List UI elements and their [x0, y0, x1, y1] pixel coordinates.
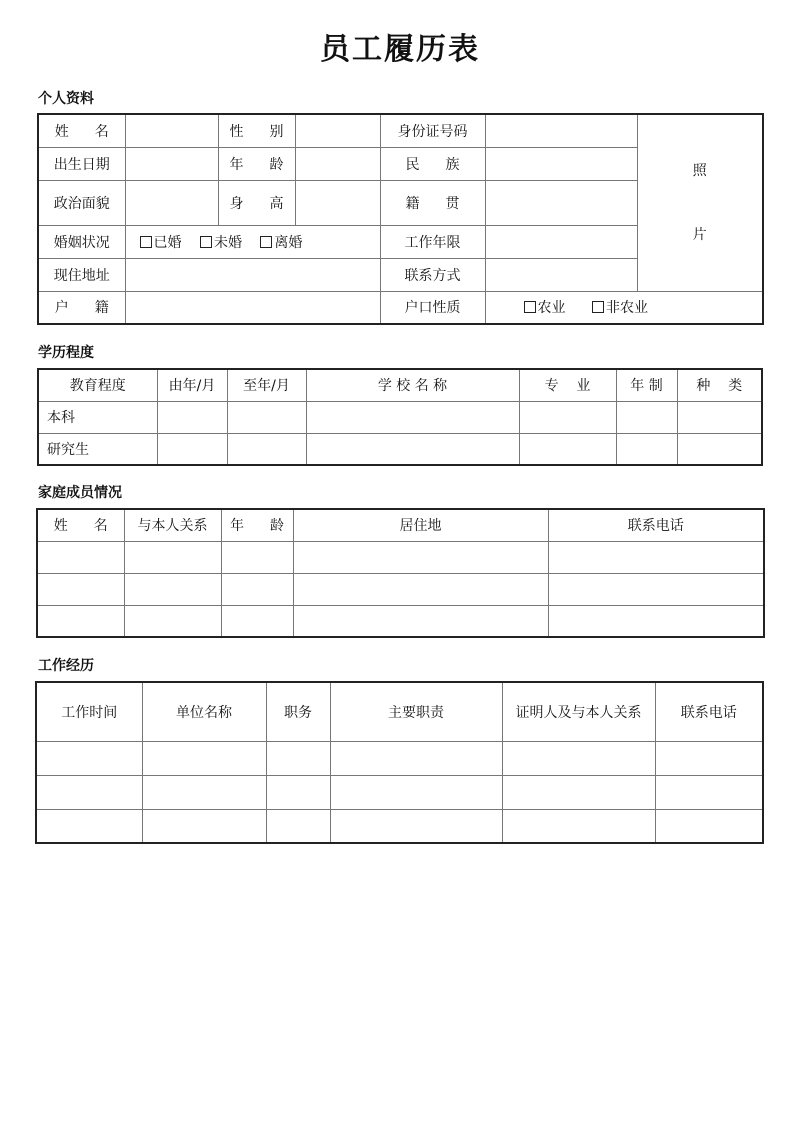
field-work-years[interactable] — [485, 225, 637, 258]
table-cell[interactable] — [36, 809, 142, 843]
checkbox-icon[interactable] — [524, 301, 536, 313]
table-cell[interactable] — [293, 541, 548, 573]
table-cell[interactable] — [293, 605, 548, 637]
table-cell[interactable] — [548, 541, 764, 573]
checkbox-divorced[interactable]: 离婚 — [246, 235, 302, 251]
table-cell[interactable] — [293, 573, 548, 605]
edu-col-level: 教育程度 — [38, 369, 157, 401]
table-cell[interactable] — [221, 605, 293, 637]
table-cell[interactable] — [306, 401, 519, 433]
table-cell[interactable] — [221, 541, 293, 573]
table-cell[interactable] — [519, 433, 616, 465]
table-row — [36, 775, 763, 809]
table-cell[interactable] — [519, 401, 616, 433]
table-cell[interactable] — [502, 775, 655, 809]
edu-col-years: 年 制 — [616, 369, 677, 401]
table-row — [37, 605, 764, 637]
table-row — [37, 541, 764, 573]
marital-options — [125, 225, 380, 258]
table-cell[interactable] — [37, 541, 124, 573]
work-col-phone: 联系电话 — [655, 682, 763, 741]
checkbox-icon[interactable] — [200, 236, 212, 248]
table-cell[interactable] — [227, 433, 306, 465]
table-cell[interactable] — [157, 433, 227, 465]
edu-col-type: 种 类 — [677, 369, 762, 401]
section-heading-family: 家庭成员情况 — [38, 485, 122, 501]
field-native-place[interactable] — [485, 180, 637, 225]
table-cell[interactable] — [36, 775, 142, 809]
education-table — [37, 368, 763, 466]
label-ethnicity: 民 族 — [380, 147, 485, 180]
table-row — [38, 433, 762, 465]
table-row — [38, 401, 762, 433]
field-ethnicity[interactable] — [485, 147, 637, 180]
label-gender: 性 别 — [218, 114, 295, 147]
table-cell[interactable] — [330, 775, 502, 809]
section-heading-personal: 个人资料 — [38, 91, 94, 107]
fam-col-phone: 联系电话 — [548, 509, 764, 541]
table-cell[interactable] — [227, 401, 306, 433]
fam-col-residence: 居住地 — [293, 509, 548, 541]
hukou-type-options — [485, 291, 763, 324]
label-hukou: 户 籍 — [38, 291, 125, 324]
photo-box[interactable] — [637, 114, 763, 291]
checkbox-unmarried[interactable]: 未婚 — [186, 235, 242, 251]
work-table — [35, 681, 764, 844]
work-col-position: 职务 — [266, 682, 330, 741]
page-title: 员工履历表 — [320, 32, 480, 67]
fam-col-age: 年 龄 — [221, 509, 293, 541]
table-cell[interactable] — [616, 401, 677, 433]
work-col-duties: 主要职责 — [330, 682, 502, 741]
table-cell[interactable] — [37, 573, 124, 605]
edu-col-school: 学 校 名 称 — [306, 369, 519, 401]
field-gender[interactable] — [295, 114, 380, 147]
edu-col-from: 由年/月 — [157, 369, 227, 401]
checkbox-icon[interactable] — [592, 301, 604, 313]
edu-row-label: 研究生 — [38, 433, 157, 465]
checkbox-married[interactable]: 已婚 — [126, 235, 182, 251]
checkbox-non-agricultural[interactable]: 非农业 — [570, 300, 648, 316]
table-cell[interactable] — [330, 741, 502, 775]
photo-label-1: 照 — [692, 162, 707, 179]
field-name[interactable] — [125, 114, 218, 147]
table-cell[interactable] — [655, 809, 763, 843]
edu-row-label: 本科 — [38, 401, 157, 433]
section-heading-education: 学历程度 — [38, 345, 94, 361]
table-cell[interactable] — [266, 775, 330, 809]
edu-col-to: 至年/月 — [227, 369, 306, 401]
work-col-company: 单位名称 — [142, 682, 266, 741]
field-id-number[interactable] — [485, 114, 637, 147]
label-native-place: 籍 贯 — [380, 180, 485, 225]
table-cell[interactable] — [142, 809, 266, 843]
table-cell[interactable] — [548, 573, 764, 605]
personal-info-table — [37, 113, 764, 325]
table-cell[interactable] — [37, 605, 124, 637]
field-contact[interactable] — [485, 258, 637, 291]
table-cell[interactable] — [266, 741, 330, 775]
field-height[interactable] — [295, 180, 380, 225]
field-birth-date[interactable] — [125, 147, 218, 180]
field-age[interactable] — [295, 147, 380, 180]
section-heading-work: 工作经历 — [38, 658, 94, 674]
fam-col-relation: 与本人关系 — [124, 509, 221, 541]
table-row — [36, 741, 763, 775]
table-cell[interactable] — [124, 541, 221, 573]
label-marital-status: 婚姻状况 — [38, 225, 125, 258]
field-political-status[interactable] — [125, 180, 218, 225]
table-row — [36, 809, 763, 843]
label-work-years: 工作年限 — [380, 225, 485, 258]
table-cell[interactable] — [124, 573, 221, 605]
table-cell[interactable] — [677, 401, 762, 433]
checkbox-agricultural[interactable]: 农业 — [510, 300, 566, 316]
table-cell[interactable] — [616, 433, 677, 465]
table-cell[interactable] — [502, 741, 655, 775]
table-cell[interactable] — [655, 775, 763, 809]
table-cell[interactable] — [124, 605, 221, 637]
table-cell[interactable] — [306, 433, 519, 465]
label-birth-date: 出生日期 — [38, 147, 125, 180]
label-height: 身 高 — [218, 180, 295, 225]
table-cell[interactable] — [142, 775, 266, 809]
table-row — [37, 573, 764, 605]
table-cell[interactable] — [502, 809, 655, 843]
table-cell[interactable] — [266, 809, 330, 843]
checkbox-icon[interactable] — [140, 236, 152, 248]
label-age: 年 龄 — [218, 147, 295, 180]
checkbox-icon[interactable] — [260, 236, 272, 248]
field-address[interactable] — [125, 258, 380, 291]
family-table — [36, 508, 765, 638]
table-cell[interactable] — [157, 401, 227, 433]
table-cell[interactable] — [655, 741, 763, 775]
work-col-reference: 证明人及与本人关系 — [502, 682, 655, 741]
photo-label-2: 片 — [692, 226, 707, 243]
label-political-status: 政治面貌 — [38, 180, 125, 225]
label-contact: 联系方式 — [380, 258, 485, 291]
table-cell[interactable] — [221, 573, 293, 605]
table-cell[interactable] — [36, 741, 142, 775]
work-col-time: 工作时间 — [36, 682, 142, 741]
fam-col-name: 姓 名 — [37, 509, 124, 541]
table-cell[interactable] — [142, 741, 266, 775]
table-cell[interactable] — [677, 433, 762, 465]
label-id-number: 身份证号码 — [380, 114, 485, 147]
table-cell[interactable] — [330, 809, 502, 843]
edu-col-major: 专 业 — [519, 369, 616, 401]
table-cell[interactable] — [548, 605, 764, 637]
label-name: 姓 名 — [38, 114, 125, 147]
label-address: 现住地址 — [38, 258, 125, 291]
field-hukou[interactable] — [125, 291, 380, 324]
label-hukou-type: 户口性质 — [380, 291, 485, 324]
